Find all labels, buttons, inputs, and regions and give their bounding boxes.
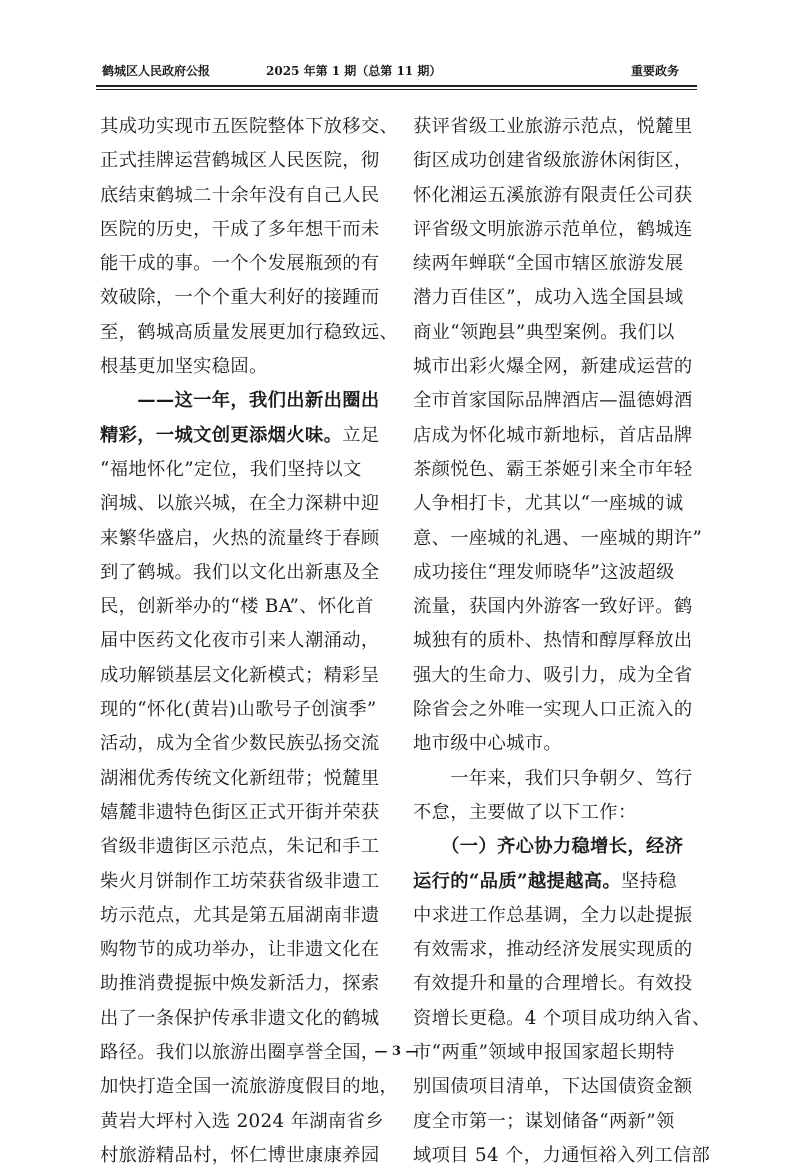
text-line: [100, 659, 392, 693]
text-run: 民，创新举办的“楼 BA”、怀化首: [100, 596, 374, 618]
text-run: 市“两重”领域申报国家超长期特: [413, 1042, 675, 1064]
text-line: [413, 384, 705, 418]
text-run: 坊示范点，尤其是第五届湖南非遗: [100, 904, 380, 926]
text-line: [100, 316, 399, 350]
text-run: 流量，获国内外游客一致好评。鹤: [413, 596, 693, 618]
text-line: [100, 693, 392, 727]
text-line: [413, 1070, 705, 1104]
text-run: 中求进工作总基调，全力以赴提振: [413, 904, 693, 926]
text-line: [413, 899, 705, 933]
bold-text-run: 精彩，一城文创更添烟火味。: [100, 424, 343, 446]
text-line: [413, 179, 705, 213]
text-line: [100, 624, 392, 658]
text-line: [413, 556, 705, 590]
text-line: [100, 556, 392, 590]
text-line: [100, 281, 392, 315]
text-run: 不怠，主要做了以下工作：: [413, 801, 637, 823]
text-run: 坚持稳: [621, 870, 677, 892]
text-run: 成功解锁基层文化新模式；精彩呈: [100, 664, 380, 686]
text-run: 村旅游精品村，怀仁博世康康养园: [100, 1144, 380, 1166]
text-run: 届中医药文化夜市引来人潮涌动，: [100, 630, 380, 652]
text-run: 正式挂牌运营鹤城区人民医院，彻: [100, 150, 380, 172]
text-line: [100, 522, 392, 556]
text-line: [413, 110, 705, 144]
text-line: [100, 453, 392, 487]
text-run: 加快打造全国一流旅游度假目的地，: [100, 1076, 399, 1098]
text-run: 出了一条保护传承非遗文化的鹤城: [100, 1007, 380, 1029]
text-line: [100, 487, 392, 521]
bold-text-run: ——这一年，我们出新出圈出: [100, 390, 380, 412]
text-run: 至，鹤城高质量发展更加行稳致远、: [100, 321, 399, 343]
text-run: 全市首家国际品牌酒店—温德姆酒: [413, 390, 693, 412]
text-run: 城市出彩火爆全网，新建成运营的: [413, 356, 693, 378]
text-run: 省级非遗街区示范点，朱记和手工: [100, 836, 380, 858]
text-run: 怀化湘运五溪旅游有限责任公司获: [413, 184, 693, 206]
text-line: [413, 659, 705, 693]
text-run: 评省级文明旅游示范单位，鹤城连: [413, 218, 693, 240]
text-line: [413, 247, 705, 281]
text-run: 有效需求，推动经济发展实现质的: [413, 939, 693, 961]
text-line: [413, 453, 705, 487]
text-run: 茶颜悦色、霸王茶姬引来全市年轻: [413, 458, 693, 480]
text-line: [413, 350, 705, 384]
text-line: [413, 967, 705, 1001]
text-line: [413, 213, 705, 247]
text-run: 活动，成为全省少数民族弘扬交流: [100, 733, 380, 755]
text-line: [100, 727, 392, 761]
text-line: [413, 693, 705, 727]
bold-text-run: （一）齐心协力稳增长，经济: [413, 836, 684, 858]
header-rule-thick: [96, 85, 697, 87]
text-run: 获评省级工业旅游示范点，悦麓里: [413, 116, 693, 137]
text-run: 润城、以旅兴城，在全力深耕中迎: [100, 493, 380, 515]
text-line: [100, 384, 392, 418]
text-line: [413, 1139, 711, 1173]
publication-title: 鹤城区人民政府公报: [102, 64, 211, 78]
issue-number: 2025 年第 1 期（总第 11 期）: [266, 64, 442, 78]
text-run: 现的“怀化(黄岩)山歌号子创演季”: [100, 699, 377, 721]
text-line: [413, 281, 705, 315]
text-line: [413, 419, 705, 453]
text-line: [413, 144, 705, 178]
text-line: [413, 590, 705, 624]
text-run: 有效提升和量的合理增长。有效投: [413, 973, 693, 995]
text-run: 域项目 54 个，力通恒裕入列工信部: [413, 1144, 711, 1166]
text-line: [100, 1070, 399, 1104]
text-line: [100, 110, 399, 144]
text-run: 地市级中心城市。: [413, 733, 563, 755]
text-run: “福地怀化”定位，我们坚持以文: [100, 458, 362, 480]
text-run: 其成功实现市五医院整体下放移交、: [100, 116, 399, 137]
text-run: 来繁华盛启，火热的流量终于春顾: [100, 527, 380, 549]
text-run: 能干成的事。一个个发展瓶颈的有: [100, 253, 380, 275]
text-run: 资增长更稳。4 个项目成功纳入省、: [413, 1007, 711, 1029]
left-text-column: [100, 110, 399, 1173]
text-line: [100, 796, 392, 830]
text-line: [413, 933, 705, 967]
text-run: 根基更加坚实稳固。: [100, 356, 268, 378]
text-run: 黄岩大坪村入选 2024 年湖南省乡: [100, 1110, 384, 1132]
text-run: 效破除，一个个重大利好的接踵而: [100, 287, 380, 309]
header-rule-thin: [96, 89, 697, 90]
text-line: [100, 1139, 392, 1173]
text-line: [413, 487, 705, 521]
page-header: [96, 60, 697, 82]
text-line: [100, 933, 392, 967]
text-run: 一年来，我们只争朝夕、笃行: [413, 767, 693, 789]
text-run: 续两年蝉联“全国市辖区旅游发展: [413, 253, 684, 275]
text-run: 街区成功创建省级旅游休闲街区，: [413, 150, 693, 172]
text-run: 医院的历史，干成了多年想干而未: [100, 218, 380, 240]
text-run: 底结束鹤城二十余年没有自己人民: [100, 184, 380, 206]
text-line: [100, 899, 392, 933]
text-run: 别国债项目清单，下达国债资金额: [413, 1076, 693, 1098]
text-run: 到了鹤城。我们以文化出新惠及全: [100, 561, 380, 583]
text-run: 除省会之外唯一实现人口正流入的: [413, 699, 693, 721]
text-run: 湖湘优秀传统文化新纽带；悦麓里: [100, 767, 380, 789]
text-line: [100, 1002, 392, 1036]
text-line: [100, 247, 392, 281]
text-line: [100, 865, 392, 899]
text-run: 成功接住“理发师晓华”这波超级: [413, 561, 675, 583]
text-line: [413, 830, 705, 864]
text-line: [100, 350, 392, 384]
text-run: 购物节的成功举办，让非遗文化在: [100, 939, 380, 961]
text-run: 城独有的质朴、热情和醇厚释放出: [413, 630, 693, 652]
text-line: [100, 762, 392, 796]
text-run: 柴火月饼制作工坊荣获省级非遗工: [100, 870, 380, 892]
text-line: [413, 865, 705, 899]
text-line: [413, 1002, 711, 1036]
text-line: [413, 727, 705, 761]
text-run: 度全市第一；谋划储备“两新”领: [413, 1110, 675, 1132]
text-line: [413, 522, 705, 556]
text-line: [100, 419, 392, 453]
text-line: [100, 590, 392, 624]
bold-text-run: 运行的“品质”越提越高。: [413, 870, 622, 892]
text-run: 强大的生命力、吸引力，成为全省: [413, 664, 693, 686]
text-line: [100, 830, 392, 864]
text-line: [413, 796, 705, 830]
text-line: [413, 762, 705, 796]
section-name: 重要政务: [630, 64, 679, 78]
text-line: [413, 624, 705, 658]
text-run: 立足: [342, 424, 380, 446]
text-run: 潜力百佳区”，成功入选全国县域: [413, 287, 684, 309]
text-run: 助推消费提振中焕发新活力，探索: [100, 973, 380, 995]
text-run: 人争相打卡，尤其以“一座城的诚: [413, 493, 684, 515]
right-text-column: [413, 110, 711, 1173]
text-run: 店成为怀化城市新地标，首店品牌: [413, 424, 693, 446]
text-line: [413, 316, 705, 350]
text-run: 路径。我们以旅游出圈享誉全国，: [100, 1042, 380, 1064]
text-line: [100, 179, 392, 213]
text-line: [100, 967, 392, 1001]
text-run: 商业“领跑县”典型案例。我们以: [413, 321, 675, 343]
page-number: — 3 —: [374, 1044, 419, 1059]
text-line: [100, 144, 392, 178]
text-line: [100, 213, 392, 247]
text-run: 嬉麓非遗特色街区正式开街并荣获: [100, 801, 380, 823]
text-run: 意、一座城的礼遇、一座城的期许”: [413, 527, 703, 549]
